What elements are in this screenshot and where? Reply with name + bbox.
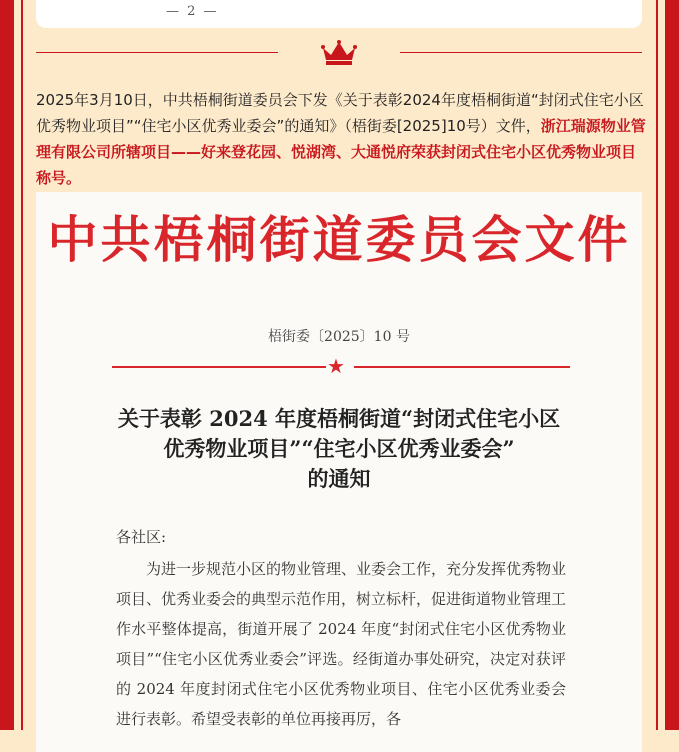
title-line-2: 优秀物业项目”“住宅小区优秀业委会” (163, 436, 515, 461)
left-border (0, 0, 14, 730)
divider-line-left (36, 52, 278, 53)
document-number: 梧街委〔2025〕10 号 (268, 329, 410, 345)
title-line-1: 关于表彰 2024 年度梧桐街道“封闭式住宅小区 (117, 406, 561, 431)
document-body: 为进一步规范小区的物业管理、业委会工作，充分发挥优秀物业项目、优秀业委会的典型示范作用，树立标杆，促进街道物业管理工作水平整体提高，街道开展了 2024 年度“封闭式住宅小区优秀物业项目”“住宅小区优秀业委会”评选。经街道办事处研究，决定对获评的 2024 年度封闭式住宅小区优秀物业项目、住宅小区优秀业委会进行表彰。希望受表彰的单位再接再厉，各 (116, 560, 567, 728)
document-image (36, 192, 642, 752)
title-line-3: 的通知 (307, 466, 371, 491)
document-title (36, 404, 642, 494)
intro-text: 2025年3月10日，中共梧桐街道委员会下发《关于表彰2024年度梧桐街道“封闭式住宅小区优秀物业项目”“住宅小区优秀业委会”的通知》（梧街委[2025]10号）文件， (36, 91, 644, 135)
right-inner-line (656, 0, 658, 730)
divider-line-right (400, 52, 642, 53)
previous-document-card (36, 0, 642, 28)
intro-paragraph (36, 87, 646, 191)
star-icon: ★ (327, 354, 345, 378)
header-rule-left (112, 366, 326, 368)
page-number: — 2 — (166, 4, 219, 19)
left-inner-line (21, 0, 23, 730)
section-divider (36, 38, 642, 68)
document-header: 中共梧桐街道委员会文件 (47, 210, 631, 269)
header-rule-right (354, 366, 570, 368)
document-salutation: 各社区: (116, 528, 167, 546)
crown-icon (321, 40, 357, 66)
right-border (665, 0, 679, 730)
intro-highlight: 浙江瑞源物业管理有限公司所辖项目——好来登花园、悦湖湾、大通悦府荣获封闭式住宅小区优秀物业项目称号。 (36, 117, 646, 187)
